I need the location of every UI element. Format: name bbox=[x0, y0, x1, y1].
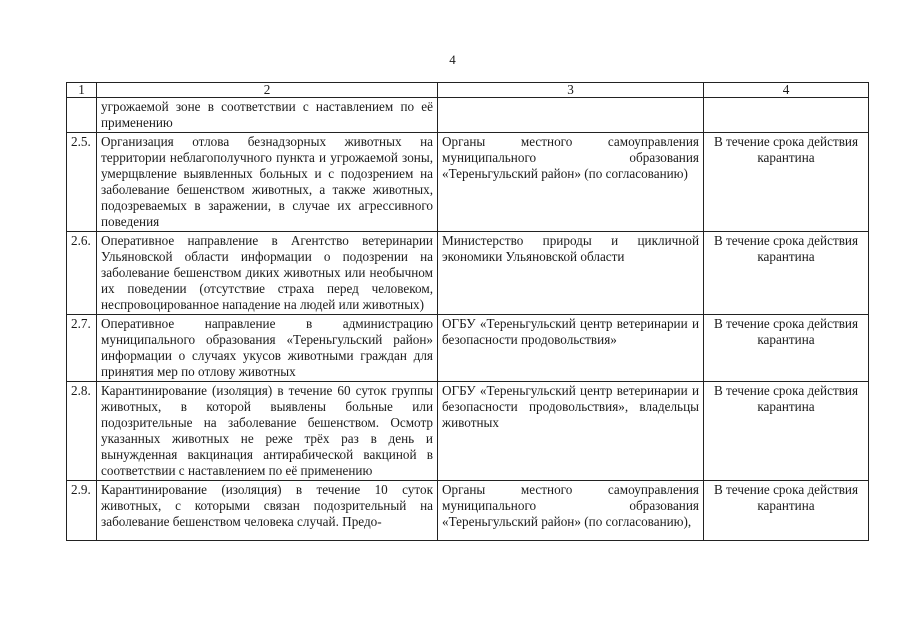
action-cell: Оперативное направление в администрацию муниципального образования «Тереньгульский район» информации о случаях укусов животными граждан для принятия мер по отлову животных bbox=[97, 315, 438, 382]
term-cell bbox=[704, 98, 869, 133]
action-cell: угрожаемой зоне в соответствии с наставлением по её применению bbox=[97, 98, 438, 133]
row-number: 2.8. bbox=[67, 382, 97, 481]
action-cell: Карантинирование (изоляция) в течение 60 суток группы животных, в которой выявлены больные или подозрительные на заболевание бешенством. Осмотр указанных животных не реже трёх раз в день и вынужденная вакцинация антирабической вакциной в соответствии с наставлением по её применению bbox=[97, 382, 438, 481]
row-number bbox=[67, 98, 97, 133]
action-cell bbox=[97, 481, 438, 541]
responsible-cell: Органы местного самоуправления муниципального образования «Тереньгульский район» (по согласованию) bbox=[438, 133, 704, 232]
term-cell: В течение срока действия карантина bbox=[704, 382, 869, 481]
header-row bbox=[67, 83, 869, 98]
table-row bbox=[67, 481, 869, 541]
table-row bbox=[67, 133, 869, 232]
responsible-cell bbox=[438, 481, 704, 541]
term-cell: В течение срока действия карантина bbox=[704, 315, 869, 382]
row-number: 2.9. bbox=[67, 481, 97, 541]
responsible-cell: Министерство природы и цикличной экономики Ульяновской области bbox=[438, 232, 704, 315]
page-number: 4 bbox=[449, 52, 456, 67]
responsible-cell: ОГБУ «Тереньгульский центр ветеринарии и безопасности продовольствия» bbox=[438, 315, 704, 382]
action-text: Карантинирование (изоляция) в течение 10 суток животных, с которыми связан подозрительный на заболевание бешенством человека случай. Предо- bbox=[101, 482, 433, 529]
column-header-4: 4 bbox=[704, 83, 869, 98]
table-row-continuation bbox=[67, 98, 869, 133]
column-header-3: 3 bbox=[438, 83, 704, 98]
row-number: 2.7. bbox=[67, 315, 97, 382]
responsible-text: Органы местного самоуправления муниципального образования «Тереньгульский район» (по согласованию), bbox=[442, 482, 699, 529]
responsible-cell bbox=[438, 98, 704, 133]
responsible-cell: ОГБУ «Тереньгульский центр ветеринарии и безопасности продовольствия», владельцы животных bbox=[438, 382, 704, 481]
action-cell: Организация отлова безнадзорных животных на территории неблагополучного пункта и угрожаемой зоны, умерщвление выявленных больных и с подозрением на заболевание бешенством животных, а также животных, подозреваемых в заражении, в случае их агрессивного поведения bbox=[97, 133, 438, 232]
term-text: В течение срока действия карантина bbox=[713, 482, 859, 513]
term-cell: В течение срока действия карантина bbox=[704, 232, 869, 315]
term-cell: В течение срока действия карантина bbox=[704, 133, 869, 232]
column-header-2: 2 bbox=[97, 83, 438, 98]
table-row bbox=[67, 315, 869, 382]
term-cell bbox=[704, 481, 869, 541]
row-number: 2.5. bbox=[67, 133, 97, 232]
column-header-1: 1 bbox=[67, 83, 97, 98]
row-number: 2.6. bbox=[67, 232, 97, 315]
action-cell: Оперативное направление в Агентство ветеринарии Ульяновской области информации о подозрении на заболевание бешенством диких животных или необычном их поведении (отсутствие страха перед человеком, неспровоцированное нападение на людей или животных) bbox=[97, 232, 438, 315]
measures-table bbox=[66, 82, 869, 541]
table-row bbox=[67, 382, 869, 481]
table-row bbox=[67, 232, 869, 315]
